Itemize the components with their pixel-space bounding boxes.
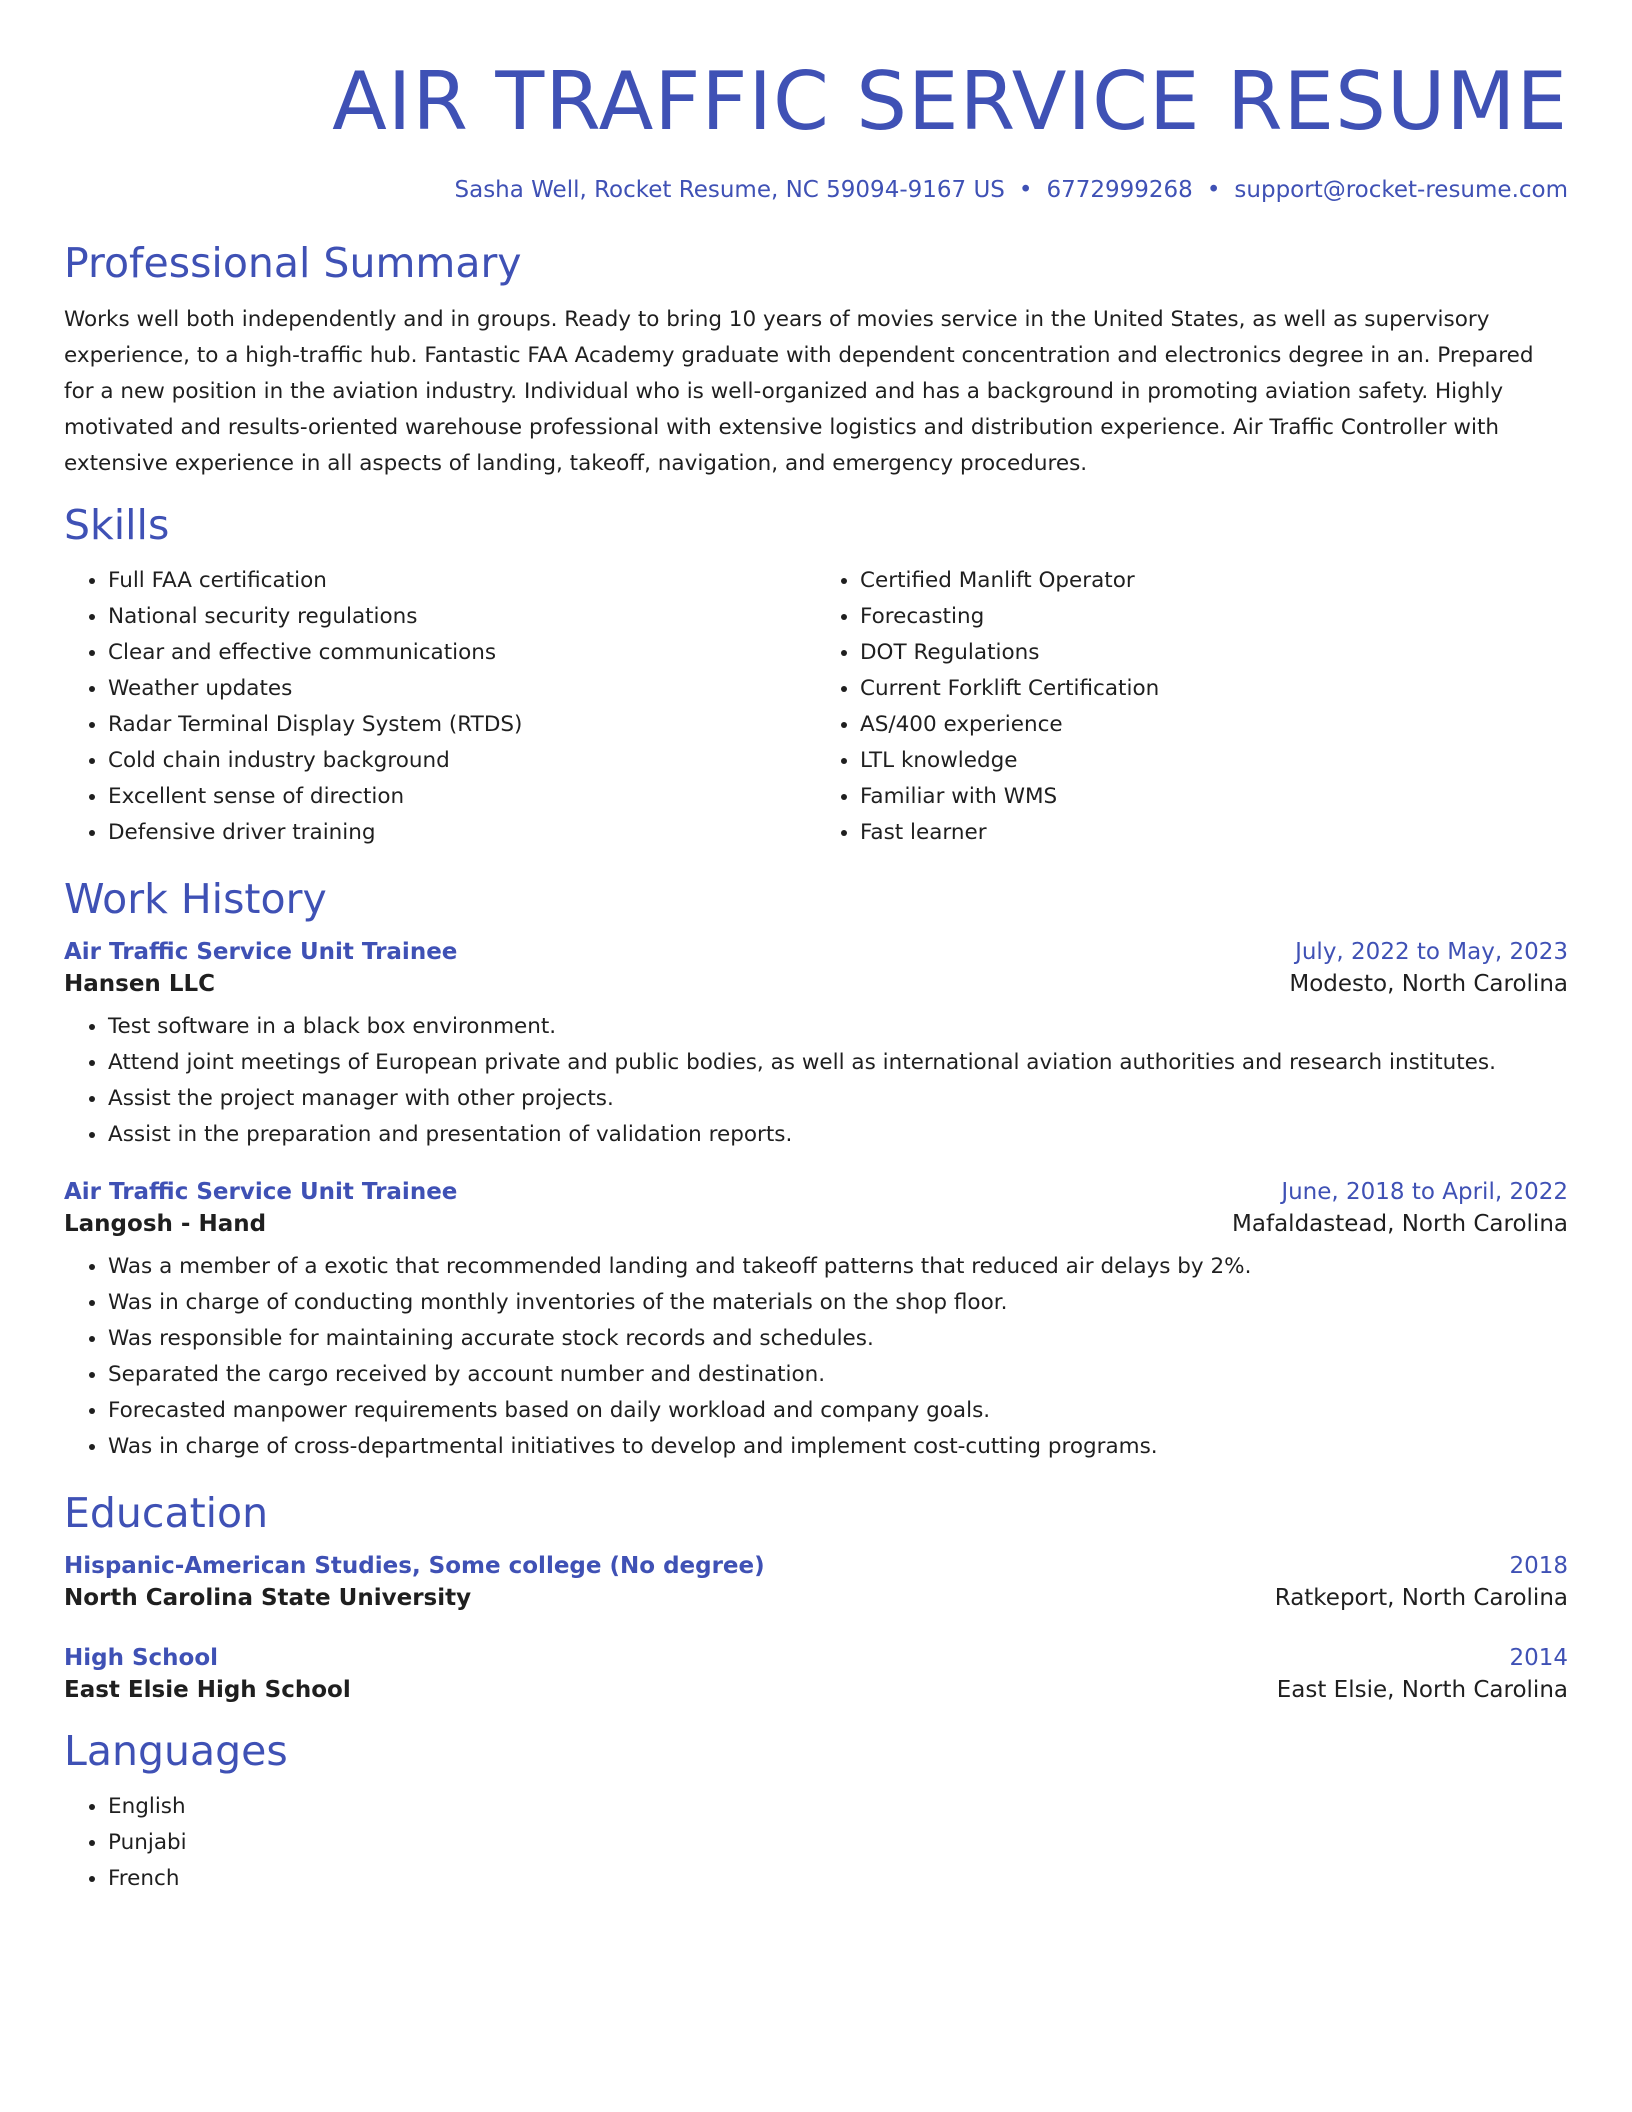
language-item: • English xyxy=(108,1789,1568,1825)
education-school-row xyxy=(64,1677,1568,1703)
contact-email: support@rocket-resume.com xyxy=(1234,177,1568,203)
work-heading: Work History xyxy=(64,875,327,923)
job-dates: July, 2022 to May, 2023 xyxy=(1295,939,1568,965)
job-company: Hansen LLC xyxy=(64,971,216,997)
education-heading: Education xyxy=(64,1489,269,1537)
job-bullet: • Attend joint meetings of European private and public bodies, as well as international aviation authorities and research institutes. xyxy=(108,1045,1568,1081)
education-location: Ratkeport, North Carolina xyxy=(1274,1585,1568,1611)
summary-heading: Professional Summary xyxy=(64,239,522,287)
skill-item: • LTL knowledge xyxy=(860,743,1568,779)
skill-item: • Weather updates xyxy=(108,671,816,707)
education-entry xyxy=(64,1645,1568,1703)
education-degree-row xyxy=(64,1553,1568,1579)
job-bullet: • Was in charge of conducting monthly inventories of the materials on the shop floor. xyxy=(108,1285,1568,1321)
skill-item: • Clear and effective communications xyxy=(108,635,816,671)
job-location: Modesto, North Carolina xyxy=(1289,971,1568,997)
summary-section xyxy=(64,237,1568,482)
job-dates: June, 2018 to April, 2022 xyxy=(1281,1179,1568,1205)
education-degree: High School xyxy=(64,1645,219,1671)
job-location: Mafaldastead, North Carolina xyxy=(1232,1211,1568,1237)
education-year: 2014 xyxy=(1509,1645,1568,1671)
education-location: East Elsie, North Carolina xyxy=(1276,1677,1568,1703)
job-title-row xyxy=(64,1179,1568,1205)
skills-section xyxy=(64,499,1568,851)
job-bullets xyxy=(64,1009,1568,1153)
job-role: Air Traffic Service Unit Trainee xyxy=(64,939,458,965)
skill-item: • Defensive driver training xyxy=(108,815,816,851)
education-year: 2018 xyxy=(1509,1553,1568,1579)
summary-text: Works well both independently and in groups. Ready to bring 10 years of movies service in the United States, as well as supervisory experience, to a high-traffic hub. Fantastic FAA Academy graduate with dependent concentration and electronics degree in an. Prepared for a new position in the aviation industry. Individual who is well-organized and has a background in promoting aviation safety. Highly motivated and results-oriented warehouse professional with extensive logistics and distribution experience. Air Traffic Controller with extensive experience in all aspects of landing, takeoff, navigation, and emergency procedures. xyxy=(64,307,1534,476)
job-bullet: • Was a member of a exotic that recommended landing and takeoff patterns that reduced air delays by 2%. xyxy=(108,1249,1568,1285)
skill-item: • Familiar with WMS xyxy=(860,779,1568,815)
skills-list-left xyxy=(64,563,816,851)
skill-item: • Current Forklift Certification xyxy=(860,671,1568,707)
languages-section xyxy=(64,1725,1568,1897)
job-bullet: • Assist the project manager with other projects. xyxy=(108,1081,1568,1117)
education-section xyxy=(64,1487,1568,1703)
contact-separator: • xyxy=(1206,177,1221,203)
work-section xyxy=(64,873,1568,1465)
job-entry xyxy=(64,1179,1568,1465)
job-company: Langosh - Hand xyxy=(64,1211,267,1237)
job-bullet: • Forecasted manpower requirements based on daily workload and company goals. xyxy=(108,1393,1568,1429)
job-bullet: • Separated the cargo received by account number and destination. xyxy=(108,1357,1568,1393)
contact-phone: 6772999268 xyxy=(1046,177,1193,203)
languages-heading: Languages xyxy=(64,1727,288,1775)
education-degree: Hispanic-American Studies, Some college (No degree) xyxy=(64,1553,765,1579)
skill-item: • Forecasting xyxy=(860,599,1568,635)
education-degree-row xyxy=(64,1645,1568,1671)
job-company-row xyxy=(64,1211,1568,1237)
skill-item: • Fast learner xyxy=(860,815,1568,851)
skill-item: • Certified Manlift Operator xyxy=(860,563,1568,599)
skills-columns xyxy=(64,563,1568,851)
skill-item: • Cold chain industry background xyxy=(108,743,816,779)
resume-title: AIR TRAFFIC SERVICE RESUME xyxy=(332,55,1568,148)
job-bullet: • Was responsible for maintaining accurate stock records and schedules. xyxy=(108,1321,1568,1357)
job-bullet: • Was in charge of cross-departmental initiatives to develop and implement cost-cutting programs. xyxy=(108,1429,1568,1465)
skill-item: • AS/400 experience xyxy=(860,707,1568,743)
job-bullets xyxy=(64,1249,1568,1465)
skills-list-right xyxy=(816,563,1568,851)
skill-item: • National security regulations xyxy=(108,599,816,635)
skills-heading: Skills xyxy=(64,501,170,549)
job-entry xyxy=(64,939,1568,1153)
education-school-row xyxy=(64,1585,1568,1611)
job-bullet: • Assist in the preparation and presentation of validation reports. xyxy=(108,1117,1568,1153)
job-company-row xyxy=(64,971,1568,997)
education-entry xyxy=(64,1553,1568,1611)
contact-line xyxy=(64,177,1568,203)
language-item: • Punjabi xyxy=(108,1825,1568,1861)
contact-address: Sasha Well, Rocket Resume, NC 59094-9167 US xyxy=(454,177,1005,203)
language-item: • French xyxy=(108,1861,1568,1897)
education-school: East Elsie High School xyxy=(64,1677,351,1703)
job-bullet: • Test software in a black box environment. xyxy=(108,1009,1568,1045)
skill-item: • Radar Terminal Display System (RTDS) xyxy=(108,707,816,743)
job-role: Air Traffic Service Unit Trainee xyxy=(64,1179,458,1205)
job-title-row xyxy=(64,939,1568,965)
education-school: North Carolina State University xyxy=(64,1585,472,1611)
languages-list xyxy=(64,1789,1568,1897)
skill-item: • DOT Regulations xyxy=(860,635,1568,671)
contact-separator: • xyxy=(1018,177,1033,203)
skill-item: • Excellent sense of direction xyxy=(108,779,816,815)
skill-item: • Full FAA certification xyxy=(108,563,816,599)
